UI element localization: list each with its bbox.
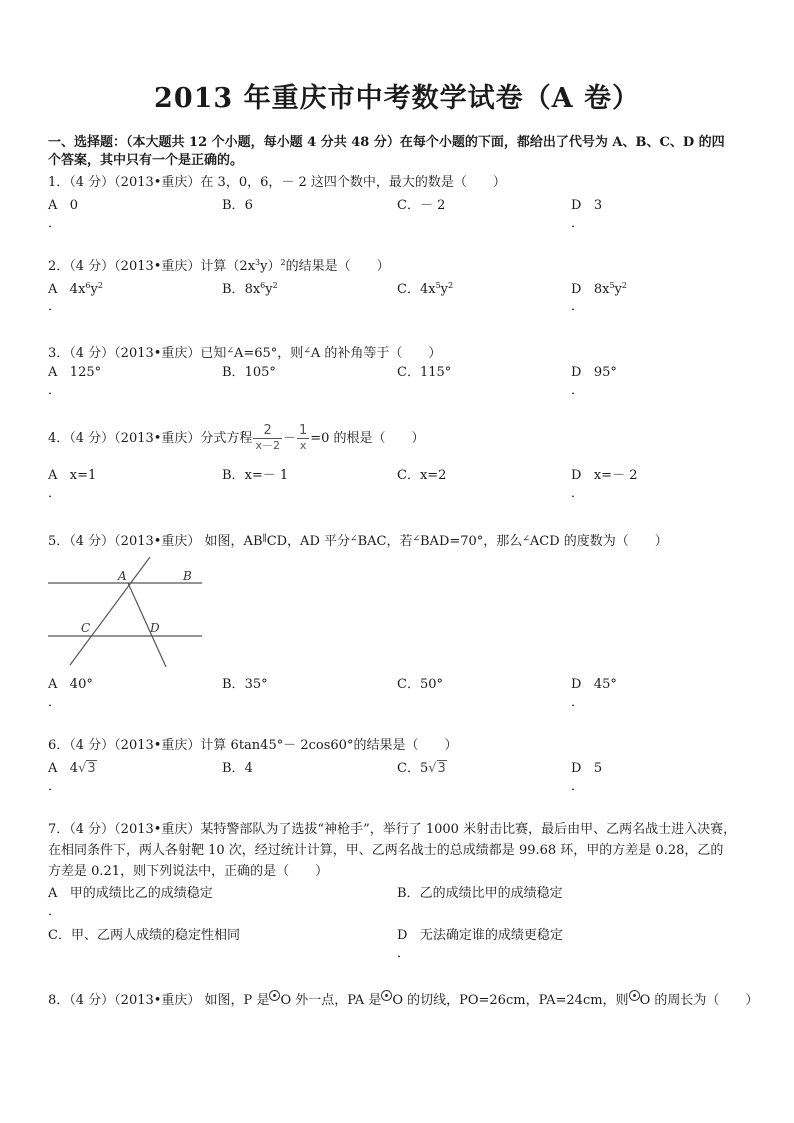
option-d[interactable]: D x=－ 2 (571, 468, 638, 483)
question-1-stem: 1．（4 分）（2013•重庆）在 3，0，6，－ 2 这四个数中，最大的数是（ ） (48, 175, 506, 190)
section-heading-line2: 个答案，其中只有一个是正确的。 (48, 153, 244, 168)
sqrt: √3 (428, 761, 446, 776)
option-label: B． (222, 198, 245, 213)
option-dot: ． (571, 486, 585, 501)
option-d[interactable]: D 95° (571, 365, 617, 380)
fraction: $\frac{2}{x-2}$ (255, 423, 280, 452)
option-dot: ． (48, 383, 62, 398)
option-c[interactable]: C．5√3 (397, 761, 446, 776)
option-a[interactable]: A $4x^6y^2$ (48, 281, 103, 297)
question-4-stem: 4．（4 分）（2013•重庆）分式方程 $\frac{2}{x-2}$ － $\frac{1}{x}$ =0 的根是（ ） (48, 423, 425, 452)
option-dot: ． (571, 779, 585, 794)
fraction: $\frac{1}{x}$ (298, 423, 308, 452)
option-c[interactable]: C．50° (397, 677, 443, 692)
label-c: C (81, 621, 91, 635)
option-text: 6 (244, 198, 253, 213)
question-6-stem: 6．（4 分）（2013•重庆）计算 6tan45°－ 2cos60°的结果是（ ） (48, 738, 458, 753)
option-c[interactable] (397, 197, 445, 215)
option-dot: ． (571, 695, 585, 710)
sqrt: √3 (78, 761, 96, 776)
transversal-ad (128, 583, 166, 667)
question-3-stem: 3．（4 分）（2013•重庆）已知∠A=65°，则∠A 的补角等于（ ） (48, 346, 442, 361)
section-heading-line1: 一、选择题：（本大题共 12 个小题，每小题 4 分共 48 分）在每个小题的下面，都给出了代号为 A、B、C、D 的四 (48, 135, 725, 150)
option-c[interactable]: C．甲、乙两人成绩的稳定性相同 (48, 928, 240, 943)
option-b[interactable]: B．$8x^6y^2$ (222, 281, 278, 297)
circle-dot-icon (381, 990, 392, 1001)
question-5-stem: 5．（4 分）（2013•重庆） 如图，AB∥CD，AD 平分∠BAC，若∠BAD=70°，那么∠ACD 的度数为（ ） (48, 534, 668, 549)
circle-dot-icon (629, 990, 640, 1001)
option-a[interactable]: A 40° (48, 677, 93, 692)
option-a[interactable] (48, 197, 78, 215)
label-a: A (118, 569, 127, 583)
transversal-ac (70, 557, 150, 665)
option-d[interactable]: D 45° (571, 677, 617, 692)
question-7-line3: 方差是 0.21，则下列说法中，正确的是（ ） (48, 864, 329, 879)
option-text: 0 (69, 198, 79, 213)
option-d[interactable]: D 5 (571, 761, 603, 776)
option-label: A (48, 198, 58, 213)
question-7-line2: 在相同条件下，两人各射靶 10 次，经过统计计算，甲、乙两名战士的总成绩都是 99.68 环，甲的方差是 0.28，乙的 (48, 843, 724, 858)
option-dot: ． (48, 216, 62, 231)
option-dot: ． (571, 299, 585, 314)
question-8-stem: 8．（4 分）（2013•重庆） 如图，P 是 O 外一点，PA 是 O 的切线，PO=26cm，PA=24cm，则 O 的周长为（ ） (48, 990, 758, 1010)
option-label: D (571, 198, 582, 213)
label-d: D (150, 621, 160, 635)
option-dot: ． (48, 695, 62, 710)
option-dot: ． (48, 486, 62, 501)
option-b[interactable] (222, 197, 253, 215)
page-title: 2013 年重庆市中考数学试卷（A 卷） (154, 83, 640, 114)
option-text: － 2 (419, 198, 446, 213)
option-a[interactable]: A 4√3 (48, 761, 96, 776)
option-b[interactable]: B．x=－ 1 (222, 468, 289, 483)
option-d[interactable] (571, 197, 602, 215)
parallel-lines-figure (40, 555, 210, 670)
option-dot: ． (571, 216, 585, 231)
option-d[interactable]: D 无法确定谁的成绩更稳定 (397, 928, 563, 943)
option-c[interactable]: C．x=2 (397, 468, 447, 483)
option-a[interactable]: A 125° (48, 365, 102, 380)
option-a[interactable]: A 甲的成绩比乙的成绩稳定 (48, 886, 213, 901)
option-text: 3 (593, 198, 603, 213)
circle-dot-icon (269, 990, 280, 1001)
option-c[interactable]: C．115° (397, 365, 452, 380)
label-b: B (183, 569, 192, 583)
option-dot: ． (48, 779, 62, 794)
option-dot: ． (48, 299, 62, 314)
option-c[interactable]: C．$4x^5y^2$ (397, 281, 454, 297)
option-d[interactable]: D $8x^5y^2$ (571, 281, 627, 297)
option-b[interactable]: B．35° (222, 677, 268, 692)
question-2-stem: 2．（4 分）（2013•重庆）计算$(2x^3y)^2$的结果是（ ） (48, 258, 390, 274)
option-dot: ． (397, 946, 411, 961)
option-dot: ． (48, 904, 62, 919)
option-label: C． (397, 198, 420, 213)
option-b[interactable]: B．4 (222, 761, 253, 776)
question-7-line1: 7．（4 分）（2013•重庆）某特警部队为了选拔“神枪手”，举行了 1000 米射击比赛，最后由甲、乙两名战士进入决赛， (48, 822, 737, 837)
option-b[interactable]: B．乙的成绩比甲的成绩稳定 (397, 886, 563, 901)
option-dot: ． (571, 383, 585, 398)
option-b[interactable]: B．105° (222, 365, 276, 380)
option-a[interactable]: A x=1 (48, 468, 97, 483)
